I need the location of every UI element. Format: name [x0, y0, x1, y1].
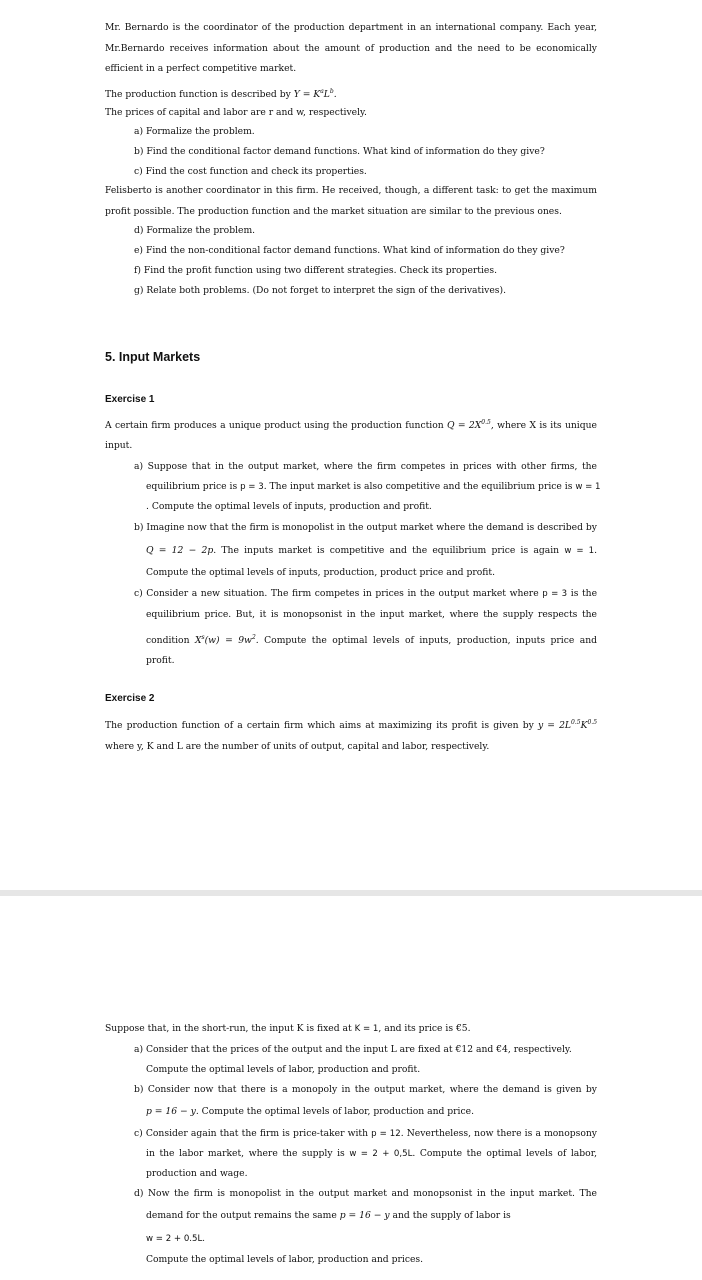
- exercise-1-item-a: equilibrium price is p = 3. The input market is also competitive and the equilibrium price is w = 1: [146, 481, 601, 492]
- exercise-2-item-c: production and wage.: [146, 1168, 248, 1179]
- exercise-1-item-a: . Compute the optimal levels of inputs, production and profit.: [146, 501, 432, 512]
- exercise-1-item-b: Compute the optimal levels of inputs, production, product price and profit.: [146, 567, 495, 578]
- exercise-2-item-d: Compute the optimal levels of labor, production and prices.: [146, 1254, 424, 1265]
- exercise-2-item-d: demand for the output remains the same p = 16 − y and the supply of labor is: [146, 1210, 511, 1221]
- demand-formula: Q = 12 − 2p: [146, 545, 214, 556]
- intro-line: efficient in a perfect competitive market.: [105, 63, 297, 74]
- question-item: f) Find the profit function using two different strategies. Check its properties.: [134, 265, 497, 276]
- question-item: d) Formalize the problem.: [134, 225, 256, 236]
- exercise-1-item-c: equilibrium price. But, it is monopsonist in the input market, where the supply respects the: [146, 609, 597, 620]
- question-item: e) Find the non-conditional factor demand functions. What kind of information do they give?: [134, 245, 565, 256]
- short-run-line: Suppose that, in the short-run, the input K is fixed at K = 1, and its price is €5.: [105, 1023, 471, 1034]
- question-item: c) Find the cost function and check its properties.: [134, 166, 367, 177]
- exercise-1-item-c: profit.: [146, 655, 175, 666]
- exercise-2-item-c: in the labor market, where the supply is w = 2 + 0,5L. Compute the optimal levels of labor,: [146, 1148, 597, 1159]
- exercise-1-item-a: a) Suppose that in the output market, where the firm competes in prices with other firms, the: [134, 461, 597, 472]
- supply-formula: w = 2 + 0.5L.: [146, 1234, 206, 1244]
- exercise-2-item-b: p = 16 − y. Compute the optimal levels of labor, production and price.: [146, 1106, 475, 1117]
- question-item: a) Formalize the problem.: [134, 126, 255, 137]
- exercise-1-formula: $Q = 2X^{0.5}$: [447, 419, 491, 431]
- exercise-2-intro: where y, K and L are the number of units of output, capital and labor, respectively.: [105, 741, 490, 752]
- exercise-1-item-c: condition $X^s(w) = 9w^2$. Compute the optimal levels of inputs, production, inputs price and: [146, 634, 597, 646]
- prices-line: The prices of capital and labor are r and w, respectively.: [105, 107, 367, 118]
- exercise-2-item-c: c) Consider again that the firm is price-taker with p = 12. Nevertheless, now there is a monopsony: [134, 1128, 597, 1139]
- exercise-1-title: Exercise 1: [105, 394, 155, 405]
- exercise-1-item-b: Q = 12 − 2p. The inputs market is competitive and the equilibrium price is again w = 1.: [146, 545, 598, 556]
- supply-formula: $X^s(w) = 9w^2$: [194, 634, 256, 646]
- question-item: b) Find the conditional factor demand functions. What kind of information do they give?: [134, 146, 545, 157]
- exercise-2-item-b: b) Consider now that there is a monopoly in the output market, where the demand is given by: [134, 1084, 597, 1095]
- document-page-2: [0, 896, 702, 1280]
- production-function-formula: $Y = K^aL^b$: [293, 88, 334, 100]
- exercise-2-item-a: Compute the optimal levels of labor, production and profit.: [146, 1064, 421, 1075]
- exercise-1-intro: input.: [105, 440, 133, 451]
- exercise-1-item-c: c) Consider a new situation. The firm competes in prices in the output market where p = 3 is the: [134, 588, 598, 599]
- exercise-2-intro: The production function of a certain firm which aims at maximizing its profit is given by $y = 2L^{0.5}K^{0.5}$: [105, 719, 598, 731]
- exercise-2-title: Exercise 2: [105, 693, 155, 704]
- exercise-1-item-b: b) Imagine now that the firm is monopolist in the output market where the demand is described by: [134, 522, 597, 533]
- exercise-2-item-d: d) Now the firm is monopolist in the output market and monopsonist in the input market. The: [134, 1188, 597, 1199]
- question-item: g) Relate both problems. (Do not forget to interpret the sign of the derivatives).: [134, 285, 506, 296]
- felisberto-line: Felisberto is another coordinator in this firm. He received, though, a different task: to get the maximum: [105, 185, 597, 196]
- exercise-1-intro: A certain firm produces a unique product using the production function $Q = 2X^{0.5}$, where X is its unique: [105, 419, 597, 431]
- felisberto-line: profit possible. The production function and the market situation are similar to the previous ones.: [105, 206, 562, 217]
- section-title: 5. Input Markets: [105, 350, 201, 364]
- production-function-line: The production function is described by $Y = K^aL^b$.: [105, 88, 337, 100]
- exercise-2-formula: $y = 2L^{0.5}K^{0.5}$: [537, 719, 598, 731]
- intro-line: Mr. Bernardo is the coordinator of the production department in an international company. Each year,: [105, 22, 597, 33]
- exercise-2-item-a: a) Consider that the prices of the output and the input L are fixed at €12 and €4, respectively.: [134, 1044, 572, 1055]
- demand-formula: p = 16 − y: [146, 1106, 196, 1117]
- intro-line: Mr.Bernardo receives information about the amount of production and the need to be economically: [105, 43, 597, 54]
